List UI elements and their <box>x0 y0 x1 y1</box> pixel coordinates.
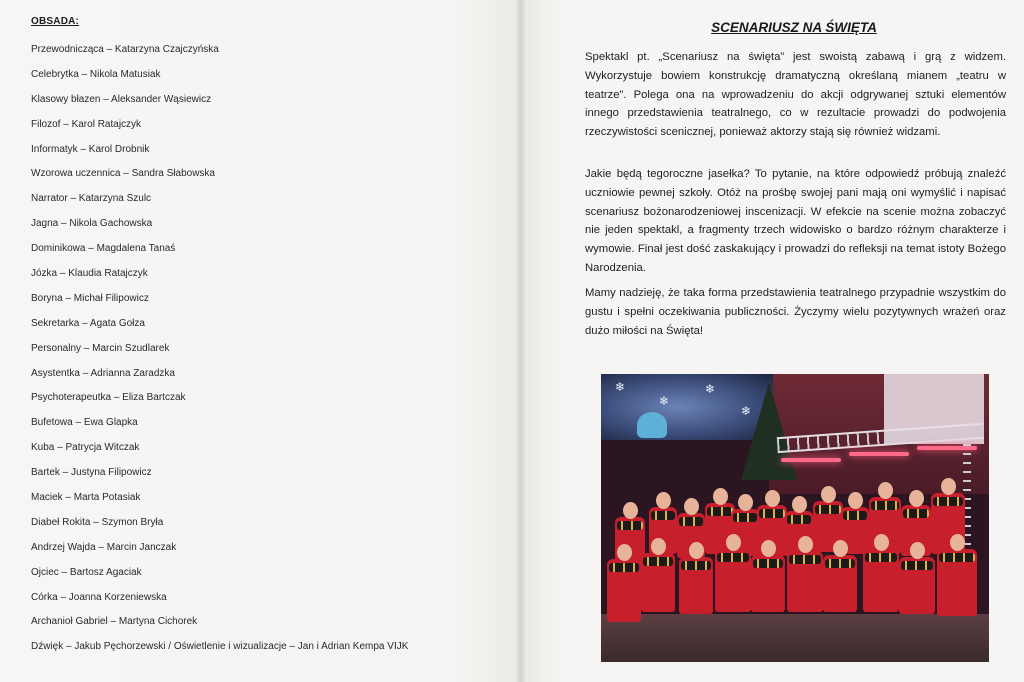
performer-shawl <box>789 555 821 564</box>
cast-member: Jagna – Nikola Gachowska <box>31 218 153 230</box>
performer-shawl <box>939 553 975 562</box>
performer-shawl <box>903 509 929 518</box>
performer-head <box>941 478 956 495</box>
christmas-tree <box>741 382 797 480</box>
performer-head <box>833 540 848 557</box>
performer-head <box>798 536 813 553</box>
cast-member: Klasowy błazen – Aleksander Wąsiewicz <box>31 93 212 105</box>
cast-member: Boryna – Michał Filipowicz <box>31 292 149 304</box>
cast-member: Diabeł Rokita – Szymon Bryła <box>31 516 164 528</box>
cast-member: Bartek – Justyna Filipowicz <box>31 467 152 479</box>
performer-head <box>950 534 965 551</box>
performer-head <box>878 482 893 499</box>
performer-shawl <box>787 515 811 524</box>
performer-head <box>792 496 807 513</box>
performer <box>607 544 641 622</box>
cast-member: Ojciec – Bartosz Agaciak <box>31 566 142 578</box>
performer-head <box>910 542 925 559</box>
performer <box>863 534 899 612</box>
article-paragraph-1: Spektakl pt. „Scenariusz na święta” jest swoistą zabawą i grą z widzem. Wykorzystuje bowiem konstrukcję dramatyczną określaną mianem „teatru w teatrze”. Polega ona na wprowadzeniu do akcji odgrywanej sztuki elementów innego przedstawienia teatralnego, co w rezultacie prowadzi do podwojenia rzeczywistości scenicznej, ponieważ aktorzy stają się również widzami. <box>585 51 1006 139</box>
performer-head <box>765 490 780 507</box>
group-photo <box>601 374 989 662</box>
performer-head <box>848 492 863 509</box>
santa-projection <box>637 412 667 438</box>
snowflake-icon: ❄ <box>705 382 716 396</box>
article-title: SCENARIUSZ NA ŚWIĘTA <box>711 20 877 35</box>
performer-head <box>713 488 728 505</box>
performer-shawl <box>759 509 785 518</box>
performer-shawl <box>617 521 643 530</box>
performer-head <box>821 486 836 503</box>
cast-member: Narrator – Katarzyna Szulc <box>31 193 152 205</box>
cast-member: Andrzej Wajda – Marcin Janczak <box>31 541 177 553</box>
cast-member: Personalny – Marcin Szudlarek <box>31 342 170 354</box>
performer-shawl <box>865 553 897 562</box>
performer <box>679 542 713 614</box>
article-paragraph-2: Jakie będą tegoroczne jasełka? To pytanie, na które odpowiedź próbują znaleźć uczniowie pewnej szkoły. Otóż na prośbę swojej pani mają oni wymyślić i napisać scenariusz bożonarodzeniowej inscenizacji. W efekcie na scenie można zobaczyć nie jeden spektakl, a fragmenty trzech widowisko o bardzo różnym charakterze i wymowie. Finał jest dość zaskakujący i prowadzi do refleksji na temat istoty Bożego Narodzenia. <box>585 168 1006 274</box>
snowflake-icon: ❄ <box>615 380 626 394</box>
performer-shawl <box>609 563 639 572</box>
cast-member: Asystentka – Adrianna Zaradzka <box>31 367 175 379</box>
performer-shawl <box>843 511 867 520</box>
performer <box>937 534 977 616</box>
cast-heading: OBSADA: <box>31 16 80 27</box>
cast-member: Sekretarka – Agata Gołza <box>31 317 145 329</box>
performer-shawl <box>871 501 899 510</box>
performer-shawl <box>651 511 675 520</box>
performer <box>787 536 823 612</box>
cast-member: Dominikowa – Magdalena Tanaś <box>31 243 176 255</box>
cast-member: Filozof – Karol Ratajczyk <box>31 118 142 130</box>
performer-shawl <box>901 561 933 570</box>
performer-head <box>726 534 741 551</box>
performer-head <box>623 502 638 519</box>
performer <box>899 542 935 614</box>
cast-list <box>31 44 408 666</box>
performer-shawl <box>733 513 757 522</box>
performer-shawl <box>679 517 703 526</box>
performer-head <box>909 490 924 507</box>
performer-head <box>684 498 699 515</box>
article-paragraph-3: Mamy nadzieję, że taka forma przedstawienia teatralnego przypadnie wszystkim do gustu i spełni oczekiwania publiczności. Życzymy wielu pozytywnych wrażeń oraz dużo miłości na Święta! <box>585 287 1006 337</box>
cast-member: Dźwięk – Jakub Pęchorzewski / Oświetlenie i wizualizacje – Jan i Adrian Kempa VIJK <box>31 641 409 653</box>
cast-member: Maciek – Marta Potasiak <box>31 492 141 504</box>
stage-light <box>781 458 841 462</box>
page-fold <box>517 0 525 682</box>
stage-light <box>849 452 909 456</box>
performer-shawl <box>707 507 733 516</box>
performer <box>751 540 785 612</box>
performer-head <box>874 534 889 551</box>
snowflake-icon: ❄ <box>741 404 752 418</box>
cast-member: Wzorowa uczennica – Sandra Słabowska <box>31 168 215 180</box>
performer-shawl <box>753 559 783 568</box>
performer-shawl <box>681 561 711 570</box>
performer-head <box>689 542 704 559</box>
cast-member: Psychoterapeutka – Eliza Bartczak <box>31 392 186 404</box>
performer-head <box>656 492 671 509</box>
cast-member: Córka – Joanna Korzeniewska <box>31 591 167 603</box>
performer-shawl <box>643 557 673 566</box>
photo-floor <box>601 614 989 662</box>
performer <box>823 540 857 612</box>
performer-head <box>738 494 753 511</box>
performer-head <box>651 538 666 555</box>
performer-shawl <box>717 553 749 562</box>
cast-member: Celebrytka – Nikola Matusiak <box>31 68 161 80</box>
performer <box>715 534 751 612</box>
snowflake-icon: ❄ <box>659 394 670 408</box>
cast-member: Kuba – Patrycja Witczak <box>31 442 140 454</box>
performer-shawl <box>825 559 855 568</box>
cast-member: Archanioł Gabriel – Martyna Cichorek <box>31 616 198 628</box>
cast-member: Józka – Klaudia Ratajczyk <box>31 268 148 280</box>
cast-member: Przewodnicząca – Katarzyna Czajczyńska <box>31 44 219 55</box>
cast-member: Informatyk – Karol Drobnik <box>31 143 150 155</box>
performer-shawl <box>815 505 841 514</box>
performer-shawl <box>933 497 963 506</box>
cast-member: Bufetowa – Ewa Glapka <box>31 417 138 429</box>
performer <box>641 538 675 612</box>
performer-head <box>761 540 776 557</box>
performer-head <box>617 544 632 561</box>
